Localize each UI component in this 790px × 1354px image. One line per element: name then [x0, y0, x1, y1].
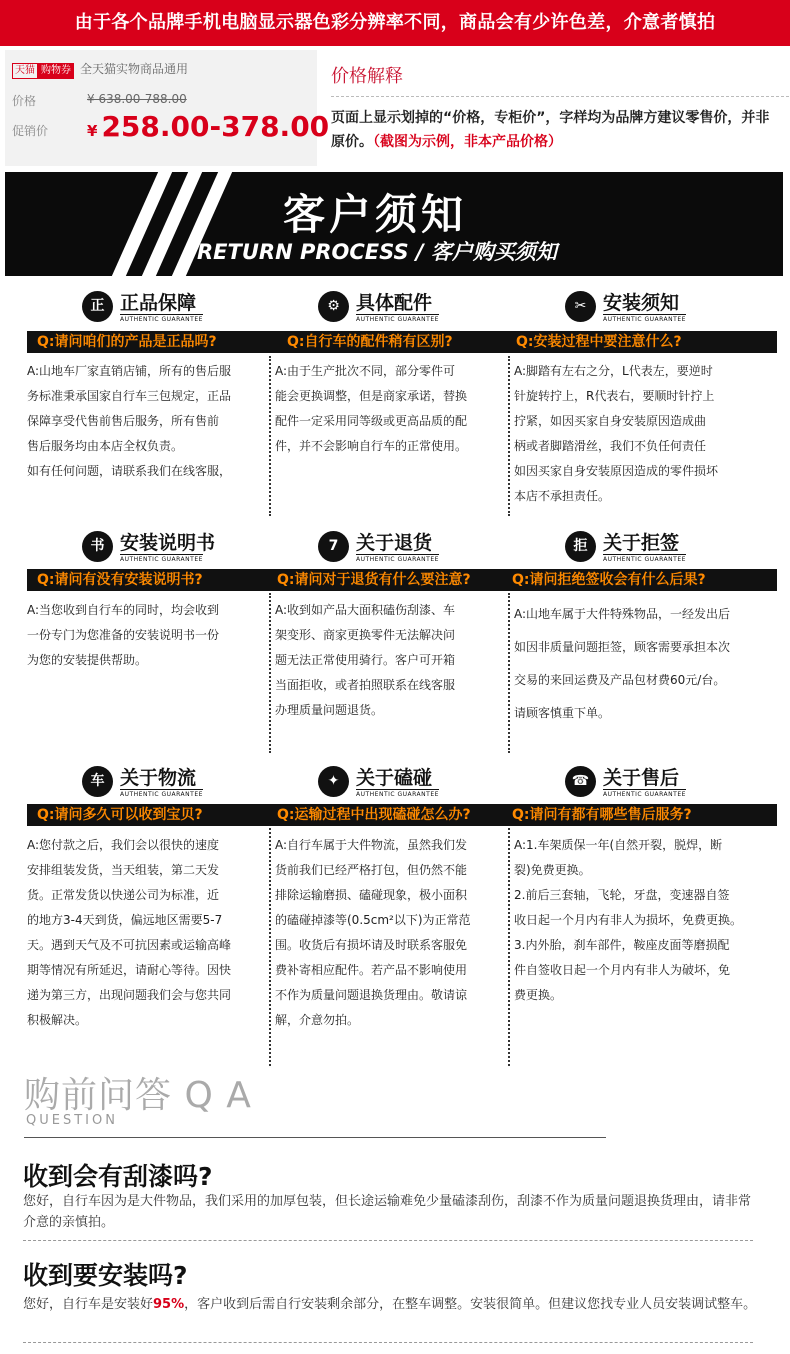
promo-label: 促销价: [12, 124, 49, 138]
section-title: 关于退货: [356, 532, 433, 554]
return-icon: 7: [318, 531, 349, 562]
question: Q:请问有没有安装说明书?: [37, 572, 203, 588]
section-title: 关于物流: [120, 767, 197, 789]
answer: A:自行车属于大件物流，虽然我们发 货前我们已经严格打包，但仍然不能 排除运输磨损、磕碰现象，极小面积 的磕碰掉漆等(0.5cm²以下)为正常范 围。收货后有损坏请及时联系客服免 费补寄相应配件。若产品不影响使用 不作为质量问题退换货理由。敬请谅 解，介意勿拍。: [275, 838, 471, 1027]
column-divider: [508, 828, 510, 1066]
question: Q:请问拒绝签收会有什么后果?: [512, 572, 706, 588]
column-divider: [269, 593, 271, 753]
color-difference-banner: 由于各个品牌手机电脑显示器色彩分辨率不同，商品会有少许色差，介意者慎拍: [0, 0, 790, 46]
section-title: 正品保障: [120, 292, 197, 314]
section-subtitle: AUTHENTIC GUARANTEE: [356, 316, 439, 323]
question-bar: [27, 804, 777, 826]
answer: A:由于生产批次不同，部分零件可 能会更换调整，但是商家承诺，替换 配件一定采用同等级或更高品质的配 件，并不会影响自行车的正常使用。: [275, 364, 468, 453]
qa-title: 购前问答 Q A: [24, 1075, 252, 1116]
promo-price-value: 258.00-378.00: [101, 110, 330, 143]
section-title: 关于磕碰: [356, 767, 433, 789]
column-divider: [508, 356, 510, 516]
banner-title: 客户须知: [283, 190, 468, 239]
faq-question: 收到要安装吗?: [23, 1261, 188, 1290]
divider: [24, 1137, 606, 1138]
truck-icon: 车: [82, 766, 113, 797]
promo-price: [87, 110, 329, 143]
column-divider: [508, 593, 510, 753]
question: Q:请问对于退货有什么要注意?: [277, 572, 471, 588]
explanation-note: （截图为示例，非本产品价格）: [373, 134, 562, 150]
answer: A:当您收到自行车的同时，均会收到 一份专门为您准备的安装说明书一份 为您的安装提供帮助。: [27, 603, 220, 667]
answer: A:脚踏有左右之分，L代表左，要逆时 针旋转拧上，R代表右，要顺时针拧上 拧紧，如因买家自身安装原因造成曲 柄或者脚踏滑丝，我们不负任何责任 如因买家自身安装原因造成的零件损坏 本店不承担责任。: [514, 364, 719, 503]
divider: [331, 96, 789, 97]
scratch-icon: ✦: [318, 766, 349, 797]
section-title: 关于拒签: [603, 532, 680, 554]
coupon-row: [12, 60, 188, 79]
price-panel: [5, 50, 330, 166]
divider: [23, 1342, 753, 1343]
answer: A:山地车属于大件特殊物品，一经发出后 如因非质量问题拒签，顾客需要承担本次 交易的来回运费及产品包材费60元/台。 请顾客慎重下单。: [514, 607, 731, 720]
divider: [23, 1240, 753, 1241]
qa-subtitle: QUESTION: [26, 1113, 118, 1128]
currency-symbol: ¥: [87, 122, 98, 140]
question: Q:请问多久可以收到宝贝?: [37, 807, 203, 823]
question-bar: [27, 331, 777, 353]
section-title: 安装说明书: [120, 532, 216, 554]
explanation-body: 页面上显示划掉的“价格，专柜价”，字样均为品牌方建议零售价，并非原价。: [331, 110, 770, 150]
question: Q:请问有都有哪些售后服务?: [512, 807, 692, 823]
banner-subtitle: RETURN PROCESS / 客户购买须知: [197, 240, 557, 264]
question: Q:自行车的配件稍有区别?: [287, 334, 453, 350]
question: Q:运输过程中出现磕碰怎么办?: [277, 807, 471, 823]
section-title: 关于售后: [603, 767, 680, 789]
tmall-tag: 天猫: [12, 63, 38, 79]
section-subtitle: AUTHENTIC GUARANTEE: [356, 791, 439, 798]
price-label: 价格: [12, 94, 37, 108]
faq-answer-highlight: 95%: [153, 1297, 185, 1312]
section-title: 安装须知: [603, 292, 680, 314]
section-subtitle: AUTHENTIC GUARANTEE: [120, 316, 203, 323]
section-subtitle: AUTHENTIC GUARANTEE: [356, 556, 439, 563]
faq-question: 收到会有刮漆吗?: [23, 1162, 213, 1191]
coupon-tag: 购物券: [38, 63, 74, 79]
parts-icon: ⚙: [318, 291, 349, 322]
refuse-icon: 拒: [565, 531, 596, 562]
phone-icon: ☎: [565, 766, 596, 797]
tools-icon: ✂: [565, 291, 596, 322]
section-subtitle: AUTHENTIC GUARANTEE: [603, 556, 686, 563]
section-subtitle: AUTHENTIC GUARANTEE: [120, 556, 203, 563]
answer: A:山地车厂家直销店铺，所有的售后服 务标准秉承国家自行车三包规定，正品 保障享受代售前售后服务，所有售前 售后服务均由本店全权负责。 如有任何问题，请联系我们在线客服，: [27, 364, 232, 478]
column-divider: [269, 828, 271, 1066]
original-price: ¥ 638.00-788.00: [87, 92, 187, 106]
section-subtitle: AUTHENTIC GUARANTEE: [603, 791, 686, 798]
customer-notice-banner: [5, 172, 783, 276]
faq-answer: [23, 1294, 763, 1315]
answer: A:收到如产品大面积磕伤刮漆、车 架变形、商家更换零件无法解决问 题无法正常使用骑行。客户可开箱 当面拒收，或者拍照联系在线客服 办理质量问题退货。: [275, 603, 456, 717]
section-title: 具体配件: [356, 292, 433, 314]
manual-icon: 书: [82, 531, 113, 562]
question-bar: [27, 569, 777, 591]
genuine-icon: 正: [82, 291, 113, 322]
section-subtitle: AUTHENTIC GUARANTEE: [603, 316, 686, 323]
answer: A:您付款之后，我们会以很快的速度 安排组装发货，当天组装，第二天发 货。正常发货以快递公司为标准，近 的地方3-4天到货，偏远地区需要5-7 天。遇到天气及不可抗因素或运输高峰 期等情况有所延迟，请耐心等待。因快 递为第三方，出现问题我们会与您共同 积极解决。: [27, 838, 232, 1027]
price-explanation-text: [331, 106, 781, 154]
column-divider: [269, 356, 271, 516]
question: Q:请问咱们的产品是正品吗?: [37, 334, 217, 350]
section-subtitle: AUTHENTIC GUARANTEE: [120, 791, 203, 798]
question: Q:安装过程中要注意什么?: [516, 334, 682, 350]
faq-answer: 您好，自行车因为是大件物品，我们采用的加厚包装，但长途运输难免少量磕漆刮伤，刮漆不作为质量问题退换货理由，请非常介意的亲慎拍。: [23, 1194, 752, 1230]
answer: A:1.车架质保一年(自然开裂，脱焊，断 裂)免费更换。 2.前后三套轴，飞轮，牙盘，变速器自签 收日起一个月内有非人为损坏，免费更换。 3.内外胎，刹车部件，鞍座皮面等磨损配 件自签收日起一个月内有非人为破坏，免 费更换。: [514, 838, 743, 1002]
faq-answer-text: ，客户收到后需自行安装剩余部分，在整车调整。安装很简单。但建议您找专业人员安装调试整车。: [184, 1297, 757, 1312]
faq-answer-text: 您好，自行车是安装好: [23, 1297, 154, 1312]
price-explanation-title: 价格解释: [331, 66, 403, 87]
coupon-desc: 全天猫实物商品通用: [80, 62, 189, 76]
